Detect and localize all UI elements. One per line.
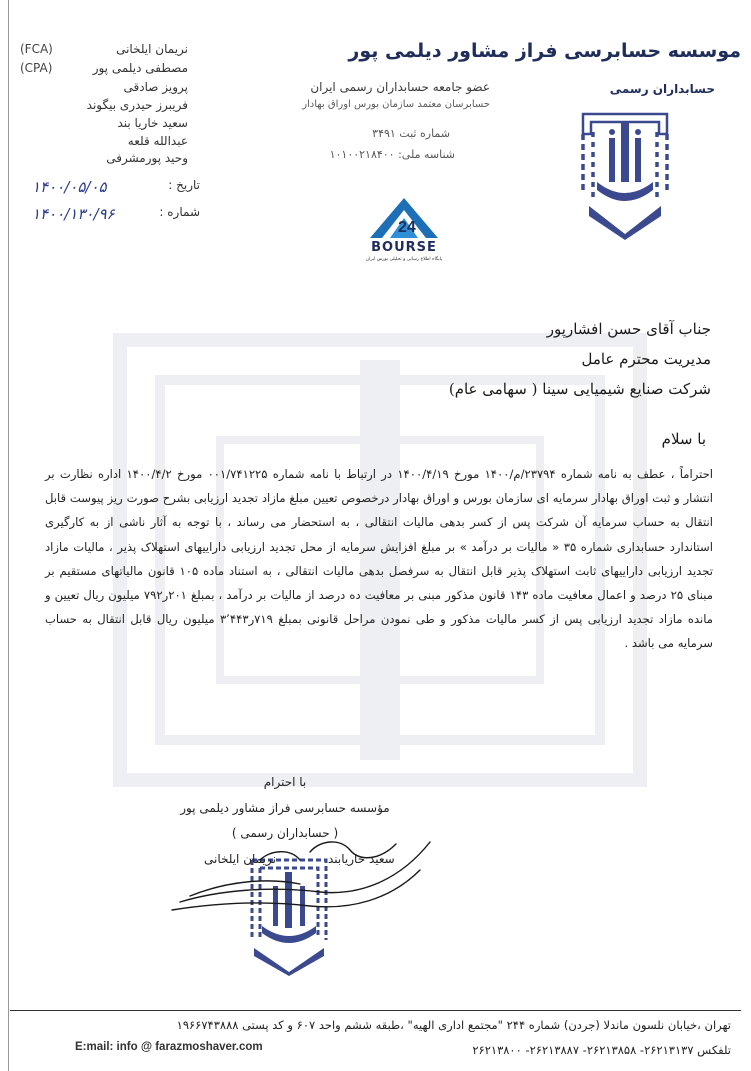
recipient-name: جناب آقای حسن افشارپور bbox=[546, 320, 711, 338]
membership-line: عضو جامعه حسابداران رسمی ایران bbox=[310, 80, 490, 94]
partner-name: فریبرز حیدری بیگوند bbox=[86, 98, 188, 112]
number-field bbox=[20, 205, 200, 227]
official-accountants-label: حسابداران رسمی bbox=[609, 82, 715, 96]
signatory-name-2: نریمان ایلخانی bbox=[204, 852, 276, 866]
date-field bbox=[20, 178, 200, 200]
partner-name: پرویز صادقی bbox=[123, 80, 188, 94]
closing-firm-name: مؤسسه حسابرسی فراز مشاور دیلمی پور bbox=[180, 801, 390, 815]
closing-regards: با احترام bbox=[263, 775, 307, 789]
svg-text:24: 24 bbox=[398, 219, 416, 236]
partner-name: نریمان ایلخانی bbox=[116, 42, 188, 56]
partner-item bbox=[20, 132, 188, 150]
footer-email bbox=[75, 1041, 263, 1053]
bourse-triangle-icon bbox=[358, 196, 450, 240]
partner-item bbox=[20, 59, 188, 77]
recipient-company: شرکت صنایع شیمیایی سینا ( سهامی عام) bbox=[448, 380, 711, 398]
partner-credential: (CPA) bbox=[20, 61, 53, 75]
footer-divider bbox=[10, 1010, 741, 1011]
firm-logo-icon bbox=[579, 110, 671, 242]
page-edge-rule bbox=[8, 0, 9, 1071]
firm-title: موسسه حسابرسی فراز مشاور دیلمی پور bbox=[348, 40, 741, 62]
recipient-title: مدیریت محترم عامل bbox=[581, 350, 711, 368]
signatory-name-1: سعید خاریابند bbox=[328, 852, 395, 866]
date-label: تاریخ : bbox=[168, 178, 200, 192]
registration-number: شماره ثبت ۳۴۹۱ bbox=[372, 127, 450, 140]
partner-name: مصطفی دیلمی پور bbox=[92, 61, 188, 75]
bourse-wordmark: BOURSE bbox=[371, 240, 437, 255]
partner-item bbox=[20, 149, 188, 167]
bourse-tagline: پایگاه اطلاع رسانی و تحلیلی بورس ایران bbox=[365, 257, 443, 262]
partner-item bbox=[20, 78, 188, 96]
partner-name: سعید خاریا بند bbox=[117, 116, 188, 130]
partner-credential: (FCA) bbox=[20, 42, 53, 56]
number-label: شماره : bbox=[159, 205, 200, 219]
greeting: با سلام bbox=[661, 430, 706, 448]
national-id: شناسه ملی: ۱۰۱۰۰۲۱۸۴۰۰ bbox=[329, 148, 455, 161]
footer-phones: تلفکس ۲۶۲۱۳۱۳۷- ۲۶۲۱۳۸۵۸- ۲۶۲۱۳۸۸۷- ۲۶۲۱۳۸۰۰ bbox=[472, 1043, 731, 1057]
partner-item bbox=[20, 40, 188, 58]
date-value: ۱۴۰۰/۰۵/۰۵ bbox=[32, 178, 107, 196]
email-address[interactable]: info @ farazmoshaver.com bbox=[116, 1041, 263, 1053]
bourse-logo bbox=[358, 196, 450, 270]
number-value: ۱۴۰۰/۱۳۰/۹۶ bbox=[32, 205, 115, 223]
partner-name: عبدالله قلعه bbox=[127, 134, 188, 148]
partner-item bbox=[20, 96, 188, 114]
sec-trusted-line: حسابرسان معتمد سازمان بورس اوراق بهادار bbox=[302, 99, 490, 110]
partner-name: وحید پورمشرفی bbox=[106, 151, 188, 165]
footer-address: تهران ،خیابان نلسون ماندلا (جردن) شماره ۲۴۴ "مجتمع اداری الهیه" ،طبقه ششم واحد ۶۰۷ و کد پستی ۱۹۶۶۷۴۳۸۸۸ bbox=[176, 1018, 731, 1032]
partner-item bbox=[20, 114, 188, 132]
closing-firm-title: ( حسابداران رسمی ) bbox=[231, 826, 339, 840]
handwritten-signature bbox=[150, 820, 450, 940]
letter-body: احتراماً ، عطف به نامه شماره ۲۳۷۹۴/م/۱۴۰۰ مورخ ۱۴۰۰/۴/۱۹ در ارتباط با نامه شماره ۰۰۱/۷۴۱۲۲۵ مورخ ۱۴۰۰/۴/۲ اداره نظارت بر انتشار و ثبت اوراق بهادار سرمایه ای سازمان بورس و اوراق بهادار درخصوص تعیین مبلغ مازاد تجدید ارزیابی بشرح صورت ریز پیوست قابل انتقال به حساب سرمایه آن شرکت پس از کسر بدهی مالیات انتقالی ، به استحضار می رساند ، با توجه به آثار ناشی از به کارگیری استاندارد حسابداری شماره ۳۵ « مالیات بر درآمد » بر مبلغ افزایش سرمایه از محل تجدید ارزیابی داراییهای استهلاک پذیر ، مالیات مازاد تجدید ارزیابی داراییهای ثابت استهلاک پذیر قابل انتقال به سرفصل بدهی مالیات انتقالی ، به استناد ماده ۱۰۵ قانون مالیاتهای مستقیم بر مبنای ۲۵ درصد و اعمال معافیت ماده ۱۴۳ قانون مذکور مبنی بر معافیت ده درصد از مالیات بر درآمد ، بمبلغ ۲۰۱ر۷۹۲ میلیون ریال تعیین و مانده مازاد تجدید ارزیابی پس از کسر مالیات مذکور و طی نمودن مراحل قانونی بمبلغ ۷۱۹ر۳٬۴۴۳ میلیون ریال قابل انتقال به حساب سرمایه می باشد . bbox=[45, 467, 714, 651]
email-label: E:mail: bbox=[75, 1041, 114, 1053]
